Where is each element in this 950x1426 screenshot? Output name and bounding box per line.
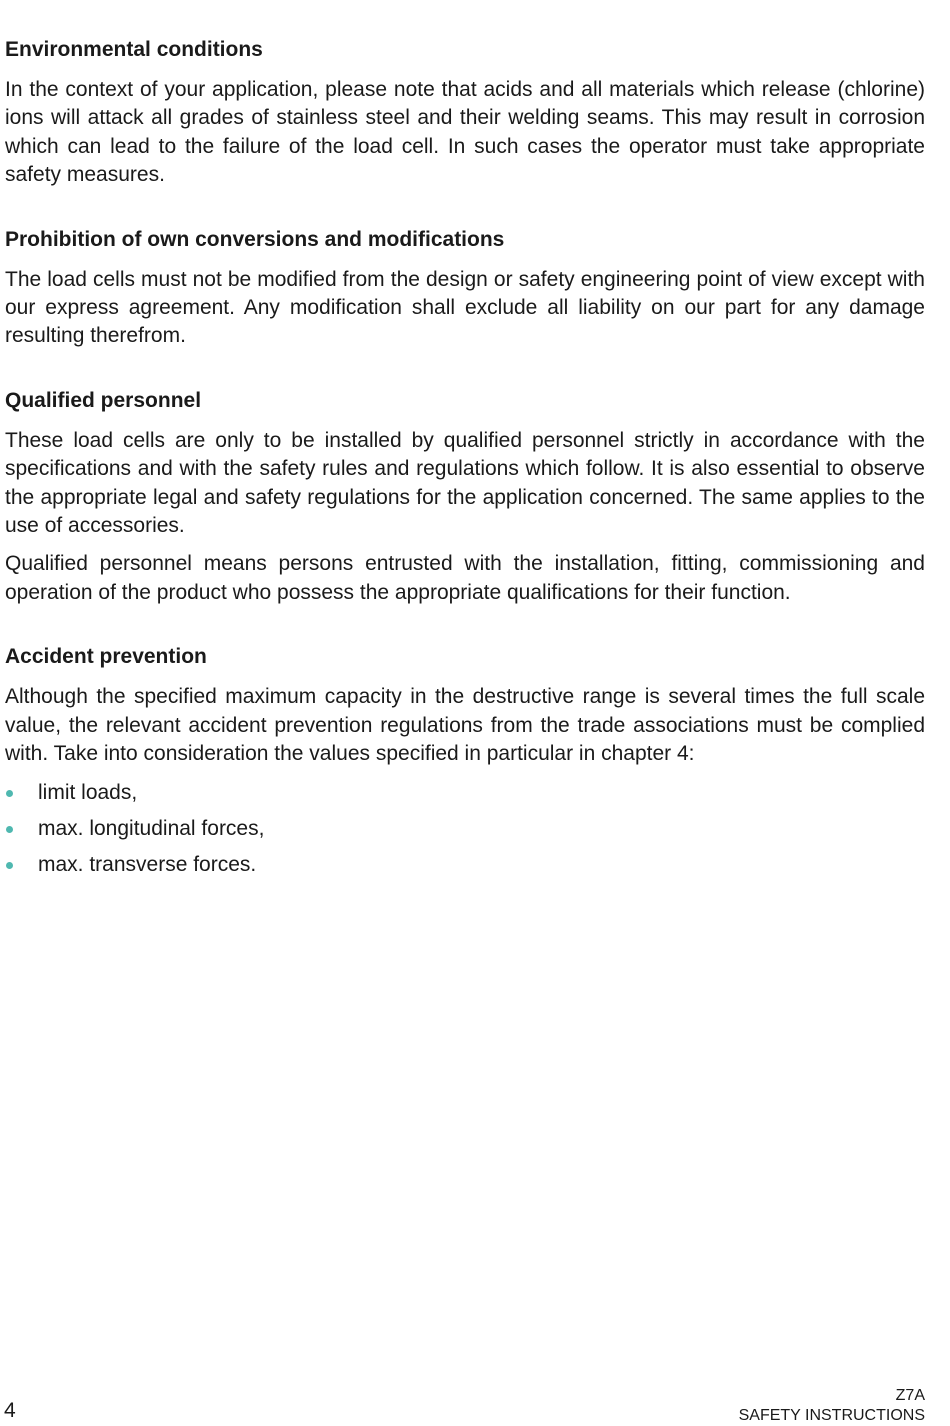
list-item-text: max. longitudinal forces, bbox=[38, 816, 265, 840]
list-item-text: limit loads, bbox=[38, 780, 138, 804]
list-item bbox=[5, 779, 925, 807]
section-heading: Accident prevention bbox=[5, 645, 207, 669]
bullet-dot-icon bbox=[6, 862, 13, 869]
paragraph: Qualified personnel means persons entrusted with the installation, fitting, commissioning and operation of the product who possess the appropriate qualifications for their function. bbox=[5, 552, 925, 604]
footer-product: Z7A bbox=[895, 1387, 925, 1404]
bullet-list bbox=[5, 779, 925, 879]
paragraph: Although the specified maximum capacity in the destructive range is several times the full scale value, the relevant accident prevention regulations from the trade associations must be complied with. Take into consideration the values specified in particular in chapter 4: bbox=[5, 685, 925, 766]
section-prohibition-of-modifications bbox=[5, 226, 925, 351]
bullet-dot-icon bbox=[6, 826, 13, 833]
paragraph: In the context of your application, please note that acids and all materials which release (chlorine) ions will attack all grades of stainless steel and their welding seams. This may result in corrosion which can lead to the failure of the load cell. In such cases the operator must take appropriate safety measures. bbox=[5, 78, 925, 187]
section-heading: Qualified personnel bbox=[5, 388, 202, 412]
footer-chapter: SAFETY INSTRUCTIONS bbox=[738, 1407, 925, 1424]
section-accident-prevention bbox=[5, 643, 925, 878]
paragraph: These load cells are only to be installed by qualified personnel strictly in accordance with the specifications and with the safety rules and regulations which follow. It is also essential to observe the appropriate legal and safety regulations for the application concerned. The same applies to the use of accessories. bbox=[5, 428, 925, 538]
paragraph: The load cells must not be modified from the design or safety engineering point of view except with our express agreement. Any modification shall exclude all liability on our part for any damage resulting therefrom. bbox=[5, 267, 925, 348]
running-footer bbox=[739, 1386, 925, 1426]
section-heading: Prohibition of own conversions and modifications bbox=[5, 227, 505, 251]
list-item-text: max. transverse forces. bbox=[38, 852, 257, 876]
page-number: 4 bbox=[4, 1399, 16, 1422]
section-heading: Environmental conditions bbox=[5, 38, 263, 61]
bullet-dot-icon bbox=[6, 790, 13, 797]
section-environmental-conditions bbox=[5, 36, 925, 190]
list-item bbox=[5, 815, 925, 843]
list-item bbox=[5, 851, 925, 879]
section-qualified-personnel bbox=[5, 387, 925, 607]
document-body bbox=[5, 36, 925, 915]
